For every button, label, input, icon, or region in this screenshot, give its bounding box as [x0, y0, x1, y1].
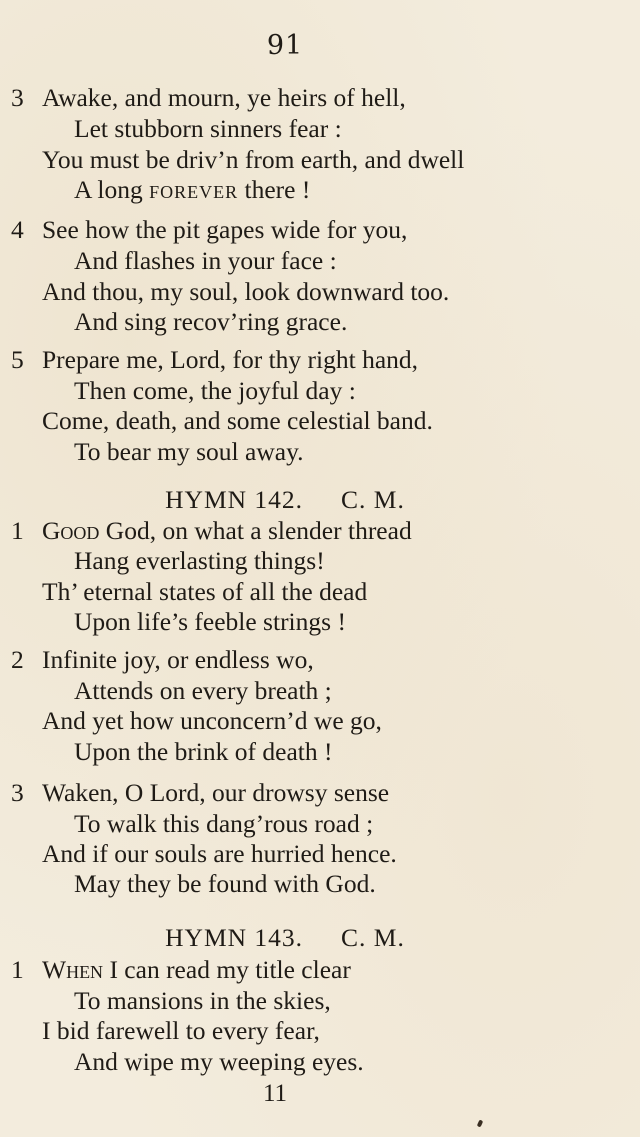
small-caps-word: forever: [149, 175, 239, 204]
verse-line: Awake, and mourn, ye heirs of hell,: [42, 83, 406, 112]
verse-line: And thou, my soul, look downward too.: [42, 277, 450, 306]
verse-line: Waken, O Lord, our drowsy sense: [42, 778, 390, 807]
verse-line: Let stubborn sinners fear :: [74, 114, 342, 143]
verse-text: I can read my title clear: [103, 955, 351, 984]
verse-line: Come, death, and some celestial band.: [42, 406, 433, 435]
verse-line: [42, 516, 412, 546]
verse-line: I bid farewell to every fear,: [42, 1016, 320, 1045]
small-caps-word: When: [42, 955, 104, 984]
stanza-number: 5: [11, 345, 24, 374]
verse-text: God, on what a slender thread: [99, 516, 412, 545]
verse-line: To walk this dang’rous road ;: [74, 809, 374, 838]
verse-line: Prepare me, Lord, for thy right hand,: [42, 345, 419, 374]
stanza-number: 1: [11, 516, 24, 545]
verse-line: And yet how unconcern’d we go,: [42, 706, 382, 735]
stanza-number: 2: [11, 645, 24, 674]
verse-line: Th’ eternal states of all the dead: [42, 577, 368, 606]
hymn-title: HYMN 142.: [165, 485, 304, 514]
verse-line: Upon life’s feeble strings !: [74, 607, 346, 636]
verse-line: [74, 175, 310, 205]
stanza-number: 4: [11, 215, 24, 244]
ink-speck: [477, 1119, 484, 1127]
stanza-number: 1: [11, 955, 24, 984]
verse-line: May they be found with God.: [74, 869, 376, 898]
verse-line: To bear my soul away.: [74, 437, 304, 466]
verse-text: there !: [238, 175, 311, 204]
verse-line: See how the pit gapes wide for you,: [42, 215, 408, 244]
verse-line: And wipe my weeping eyes.: [74, 1047, 364, 1076]
stanza-number: 3: [11, 778, 24, 807]
verse-line: To mansions in the skies,: [74, 986, 331, 1015]
verse-line: And sing recov’ring grace.: [74, 307, 348, 336]
hymn-meter: C. M.: [341, 923, 405, 952]
signature-mark: 11: [262, 1080, 288, 1107]
verse-line: [42, 955, 351, 985]
verse-line: Attends on every breath ;: [74, 676, 332, 705]
small-caps-word: Good: [42, 516, 100, 545]
hymn-143-heading: [0, 923, 570, 953]
verse-line: You must be driv’n from earth, and dwell: [42, 145, 465, 174]
verse-text: A long: [74, 175, 150, 204]
verse-line: Hang everlasting things!: [74, 546, 325, 575]
stanza-number: 3: [11, 83, 24, 112]
hymn-meter: C. M.: [341, 485, 405, 514]
verse-line: Infinite joy, or endless wo,: [42, 645, 314, 674]
hymn-142-heading: [0, 485, 570, 515]
verse-line: Then come, the joyful day :: [74, 376, 356, 405]
hymn-title: HYMN 143.: [165, 923, 304, 952]
verse-line: Upon the brink of death !: [74, 737, 333, 766]
verse-line: And flashes in your face :: [74, 246, 337, 275]
page-number: 91: [266, 30, 304, 61]
verse-line: And if our souls are hurried hence.: [42, 839, 397, 868]
